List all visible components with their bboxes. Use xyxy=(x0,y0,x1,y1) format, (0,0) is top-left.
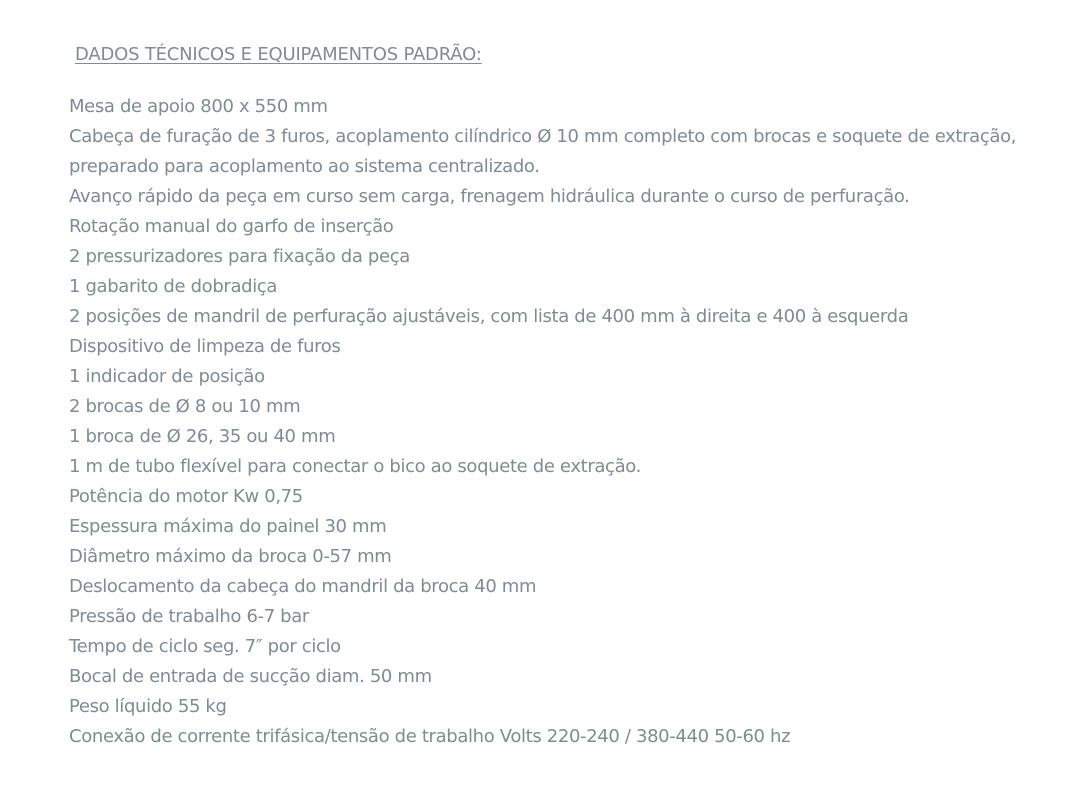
spec-list xyxy=(69,92,1069,752)
section-heading: DADOS TÉCNICOS E EQUIPAMENTOS PADRÃO: xyxy=(75,44,482,65)
spec-item: Diâmetro máximo da broca 0-57 mm xyxy=(69,546,392,567)
spec-item: 1 broca de Ø 26, 35 ou 40 mm xyxy=(69,426,336,447)
spec-item: Conexão de corrente trifásica/tensão de trabalho Volts 220-240 / 380-440 50-60 hz xyxy=(69,726,791,747)
spec-item: Pressão de trabalho 6-7 bar xyxy=(69,606,309,627)
spec-item: 1 m de tubo flexível para conectar o bico ao soquete de extração. xyxy=(69,456,642,477)
spec-item: Bocal de entrada de sucção diam. 50 mm xyxy=(69,666,432,687)
spec-item: 2 brocas de Ø 8 ou 10 mm xyxy=(69,396,301,417)
spec-item: 1 gabarito de dobradiça xyxy=(69,276,278,297)
spec-item: Rotação manual do garfo de inserção xyxy=(69,216,394,237)
spec-item: 1 indicador de posição xyxy=(69,366,265,387)
spec-item: Tempo de ciclo seg. 7″ por ciclo xyxy=(69,636,341,657)
spec-item: Deslocamento da cabeça do mandril da broca 40 mm xyxy=(69,576,537,597)
spec-item: Dispositivo de limpeza de furos xyxy=(69,336,341,357)
spec-item: Potência do motor Kw 0,75 xyxy=(69,486,303,507)
spec-item: Peso líquido 55 kg xyxy=(69,696,227,717)
spec-item: Avanço rápido da peça em curso sem carga, frenagem hidráulica durante o curso de perfuração. xyxy=(69,186,910,207)
spec-item: Cabeça de furação de 3 furos, acoplamento cilíndrico Ø 10 mm completo com brocas e soquete de extração, preparado para acoplamento ao sistema centralizado. xyxy=(69,126,1017,177)
spec-item: 2 pressurizadores para fixação da peça xyxy=(69,246,410,267)
spec-item: Mesa de apoio 800 x 550 mm xyxy=(69,96,328,117)
spec-item: Espessura máxima do painel 30 mm xyxy=(69,516,387,537)
spec-item: 2 posições de mandril de perfuração ajustáveis, com lista de 400 mm à direita e 400 à esquerda xyxy=(69,306,909,327)
